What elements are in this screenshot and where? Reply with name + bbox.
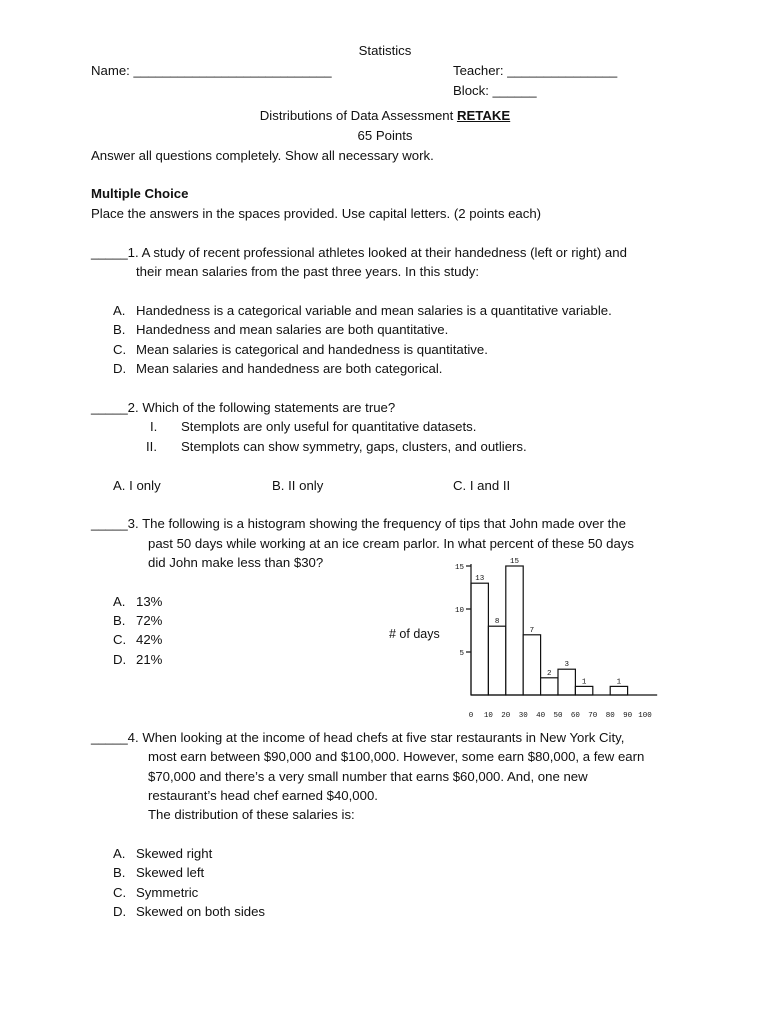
q2-prompt: _____2. Which of the following statements are true? (91, 400, 396, 415)
histogram-x-tick-label: 30 (518, 712, 528, 720)
course-title: Statistics (358, 43, 412, 58)
q3-option-d (113, 652, 163, 667)
q1-prompt-line2: their mean salaries from the past three years. In this study: (136, 264, 480, 279)
q1-option-letter: C. (113, 342, 127, 357)
q4-prompt-line3: $70,000 and there’s a very small number that earns $60,000. And, one new (148, 769, 588, 784)
histogram-x-tick-label: 50 (553, 712, 563, 720)
q4-option-text: Skewed on both sides (136, 904, 266, 919)
histogram-x-tick-label: 80 (605, 712, 615, 720)
histogram-bar (523, 635, 540, 695)
q1-option-text: Handedness and mean salaries are both quantitative. (136, 322, 449, 337)
general-instructions: Answer all questions completely. Show all necessary work. (91, 148, 434, 163)
q4-prompt-line4: restaurant’s head chef earned $40,000. (148, 788, 378, 803)
q3-option-text: 13% (136, 594, 163, 609)
histogram-y-tick-label: 15 (454, 564, 464, 572)
q1-option-letter: D. (113, 361, 127, 376)
q4-option-letter: D. (113, 904, 127, 919)
histogram-x-tick-label: 60 (570, 712, 580, 720)
q4-option-letter: B. (113, 865, 126, 880)
q2-statement-num: II. (146, 439, 157, 454)
q2-option-letter: B. (272, 478, 285, 493)
q4-prompt-line5: The distribution of these salaries is: (148, 807, 355, 822)
histogram-x-tick-label: 10 (483, 712, 493, 720)
histogram-bar (558, 669, 575, 695)
histogram-bar (610, 686, 627, 695)
q1-option-a (113, 303, 612, 318)
assessment-title (0, 108, 770, 123)
q4-option-letter: C. (113, 885, 127, 900)
q2-option-text: I only (129, 478, 161, 493)
q4-prompt-line2: most earn between $90,000 and $100,000. However, some earn $80,000, a few earn (148, 749, 645, 764)
histogram-y-ticks (455, 564, 471, 658)
histogram-y-tick-label: 5 (459, 650, 464, 658)
q2-statement-1 (150, 419, 477, 434)
histogram-bar (471, 583, 488, 695)
q2-option-b (272, 478, 323, 493)
histogram-y-label: # of days (389, 627, 440, 641)
histogram-bar (541, 678, 558, 695)
section-heading: Multiple Choice (91, 186, 189, 201)
q4-option-b (113, 865, 205, 880)
histogram-y-tick-label: 10 (454, 607, 464, 615)
assessment-title-text: Distributions of Data Assessment (259, 108, 457, 123)
q1-option-text: Handedness is a categorical variable and mean salaries is a quantitative variable. (136, 303, 612, 318)
q3-prompt-line1: _____3. The following is a histogram showing the frequency of tips that John made over the (91, 516, 626, 531)
tips-histogram (389, 548, 670, 726)
q4-option-letter: A. (113, 846, 126, 861)
retake-label: RETAKE (456, 108, 511, 123)
histogram-x-ticks (469, 712, 653, 720)
q3-option-letter: C. (113, 632, 127, 647)
q4-option-a (113, 846, 213, 861)
q2-statement-num: I. (150, 419, 158, 434)
q4-option-d (113, 904, 266, 919)
q2-option-letter: A. (113, 478, 126, 493)
q3-prompt-line2: past 50 days while working at an ice cream parlor. In what percent of these 50 days (148, 536, 635, 551)
q3-prompt-line3: did John make less than $30? (148, 555, 324, 570)
histogram-bar-label: 7 (529, 626, 535, 635)
q3-option-text: 72% (136, 613, 163, 628)
q4-option-text: Symmetric (136, 885, 199, 900)
q1-option-letter: A. (113, 303, 126, 318)
name-field[interactable]: Name: ___________________________ (91, 63, 332, 78)
q2-statement-text: Stemplots can show symmetry, gaps, clusters, and outliers. (181, 439, 527, 454)
q1-option-text: Mean salaries is categorical and handedness is quantitative. (136, 342, 488, 357)
histogram-bar (575, 686, 592, 695)
block-field[interactable]: Block: ______ (453, 83, 537, 98)
q4-option-text: Skewed right (136, 846, 213, 861)
section-instructions: Place the answers in the spaces provided. Use capital letters. (2 points each) (91, 206, 542, 221)
histogram-bar-label: 2 (547, 669, 552, 678)
q3-option-b (113, 613, 163, 628)
histogram-x-tick-label: 100 (638, 712, 652, 720)
histogram-bar-label: 1 (581, 678, 587, 687)
q2-option-text: I and II (469, 478, 511, 493)
q1-option-c (113, 342, 488, 357)
q1-option-text: Mean salaries and handedness are both categorical. (136, 361, 443, 376)
q3-option-c (113, 632, 163, 647)
q3-option-letter: A. (113, 594, 126, 609)
q3-option-text: 21% (136, 652, 163, 667)
q3-option-a (113, 594, 163, 609)
histogram-bar (488, 626, 505, 695)
q3-option-letter: D. (113, 652, 127, 667)
q1-option-d (113, 361, 443, 376)
q3-option-text: 42% (136, 632, 163, 647)
histogram-x-tick-label: 0 (468, 712, 474, 720)
histogram-bar-label: 13 (475, 575, 485, 584)
q2-option-letter: C. (453, 478, 467, 493)
q2-option-c (453, 478, 510, 493)
histogram-x-tick-label: 90 (623, 712, 633, 720)
histogram-bar-label: 1 (616, 678, 622, 687)
histogram-x-tick-label: 40 (536, 712, 546, 720)
histogram-bar-label: 15 (509, 558, 520, 566)
histogram-bar (506, 566, 523, 695)
histogram-bar-label: 8 (494, 618, 500, 627)
histogram-bars (471, 558, 628, 695)
q2-statement-text: Stemplots are only useful for quantitative datasets. (181, 419, 477, 434)
teacher-field[interactable]: Teacher: _______________ (453, 63, 618, 78)
q1-prompt-line1: _____1. A study of recent professional athletes looked at their handedness (left or right) and (91, 245, 627, 260)
q4-option-text: Skewed left (136, 865, 205, 880)
q4-prompt-line1: _____4. When looking at the income of head chefs at five star restaurants in New York City, (91, 730, 625, 745)
q3-option-letter: B. (113, 613, 126, 628)
histogram-x-tick-label: 70 (588, 712, 598, 720)
q2-option-text: II only (288, 478, 324, 493)
q2-option-a (113, 478, 161, 493)
q1-option-b (113, 322, 449, 337)
q4-option-c (113, 885, 199, 900)
q1-option-letter: B. (113, 322, 126, 337)
histogram-x-tick-label: 20 (501, 712, 511, 720)
histogram-bar-label: 3 (564, 661, 569, 670)
points-total: 65 Points (357, 128, 413, 143)
q2-statement-2 (146, 439, 527, 454)
